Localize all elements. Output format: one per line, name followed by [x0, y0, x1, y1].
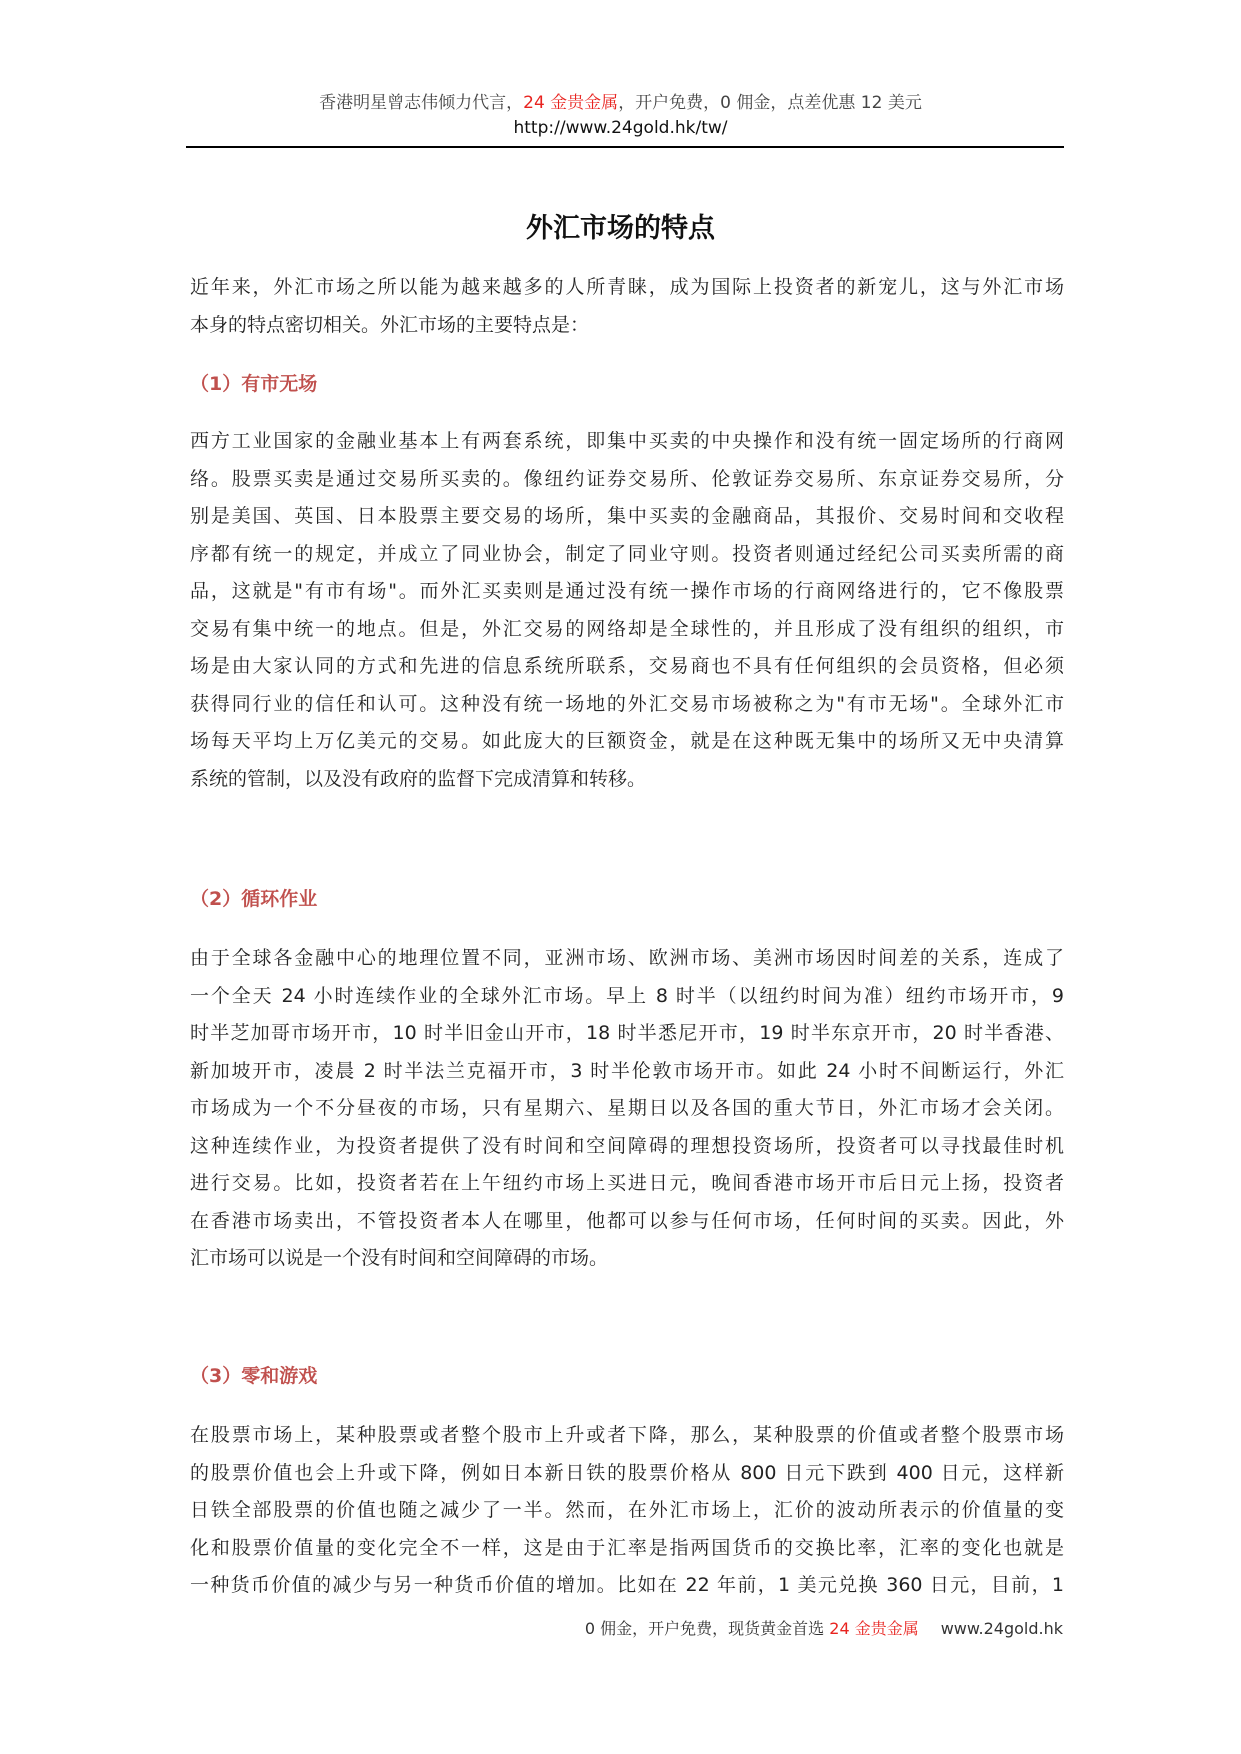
header-tagline [0, 88, 1241, 113]
footer-text: 0 佣金，开户免费，现货黄金首选 [584, 1619, 830, 1638]
text-line: 西方工业国家的金融业基本上有两套系统，即集中买卖的中央操作和没有统一固定场所的行商网 [190, 430, 1064, 452]
text-line: 别是美国、英国、日本股票主要交易的场所，集中买卖的金融商品，其报价、交易时间和交收程 [190, 505, 1064, 527]
text-line: 获得同行业的信任和认可。这种没有统一场地的外汇交易市场被称之为"有市无场"。全球外汇市 [190, 692, 1064, 715]
text-line: 交易有集中统一的地点。但是，外汇交易的网络却是全球性的，并且形成了没有组织的组织，市 [190, 617, 1064, 640]
footer-brand-link[interactable]: 24 金贵金属 [829, 1619, 919, 1638]
header-brand-link[interactable]: 24 金贵金属 [523, 93, 619, 113]
text-line: 一个全天 24 小时连续作业的全球外汇市场。早上 8 时半（以纽约时间为准）纽约市场开市，9 [190, 984, 1064, 1007]
text-line: 场每天平均上万亿美元的交易。如此庞大的巨额资金，就是在这种既无集中的场所又无中央清算 [190, 730, 1064, 752]
header-tagline-suffix: ，开户免费，0 佣金，点差优惠 12 美元 [618, 93, 922, 113]
text-line: 在股票市场上，某种股票或者整个股市上升或者下降，那么，某种股票的价值或者整个股票市场 [190, 1424, 1064, 1446]
text-line: 场是由大家认同的方式和先进的信息系统所联系，交易商也不具有任何组织的会员资格，但必须 [190, 655, 1064, 677]
text-line: 由于全球各金融中心的地理位置不同，亚洲市场、欧洲市场、美洲市场因时间差的关系，连成了 [190, 947, 1064, 969]
section-2-paragraph [190, 940, 1064, 1278]
section-heading-3: （3）零和游戏 [190, 1365, 318, 1387]
text-line: 系统的管制，以及没有政府的监督下完成清算和转移。 [190, 767, 647, 790]
footer-site-link[interactable]: www.24gold.hk [940, 1619, 1063, 1638]
text-line: 化和股票价值量的变化完全不一样，这是由于汇率是指两国货币的交换比率，汇率的变化也就是 [190, 1536, 1064, 1559]
page-title: 外汇市场的特点 [526, 213, 715, 244]
text-line: 日铁全部股票的价值也随之减少了一半。然而，在外汇市场上，汇价的波动所表示的价值量的变 [190, 1499, 1064, 1521]
section-3-paragraph [190, 1417, 1064, 1605]
text-line: 汇市场可以说是一个没有时间和空间障碍的市场。 [190, 1247, 609, 1269]
text-line: 络。股票买卖是通过交易所买卖的。像纽约证券交易所、伦敦证券交易所、东京证券交易所，分 [190, 467, 1064, 490]
text-line: 这种连续作业，为投资者提供了没有时间和空间障碍的理想投资场所，投资者可以寻找最佳时机 [190, 1134, 1064, 1157]
text-line: 一种货币价值的减少与另一种货币价值的增加。比如在 22 年前，1 美元兑换 360 日元，目前，1 [190, 1574, 1064, 1596]
section-1-paragraph [190, 423, 1064, 798]
text-line: 品，这就是"有市有场"。而外汇买卖则是通过没有统一操作市场的行商网络进行的，它不像股票 [190, 580, 1064, 602]
text-line: 市场成为一个不分昼夜的市场，只有星期六、星期日以及各国的重大节日，外汇市场才会关闭。 [190, 1097, 1064, 1119]
section-heading-2: （2）循环作业 [190, 888, 318, 910]
header-url[interactable]: http://www.24gold.hk/tw/ [513, 118, 728, 138]
text-line: 本身的特点密切相关。外汇市场的主要特点是： [190, 313, 590, 336]
text-line: 的股票价值也会上升或下降，例如日本新日铁的股票价格从 800 日元下跌到 400 日元，这样新 [190, 1461, 1064, 1484]
section-heading-1: （1）有市无场 [190, 373, 318, 395]
header-tagline-prefix: 香港明星曾志伟倾力代言， [319, 93, 524, 113]
text-line: 进行交易。比如，投资者若在上午纽约市场上买进日元，晚间香港市场开市后日元上扬，投资者 [190, 1172, 1064, 1194]
text-line: 在香港市场卖出，不管投资者本人在哪里，他都可以参与任何市场，任何时间的买卖。因此，外 [190, 1209, 1064, 1232]
text-line: 序都有统一的规定，并成立了同业协会，制定了同业守则。投资者则通过经纪公司买卖所需的商 [190, 542, 1064, 565]
intro-paragraph [190, 269, 1064, 344]
text-line: 时半芝加哥市场开市，10 时半旧金山开市，18 时半悉尼开市，19 时半东京开市，20 时半香港、 [190, 1022, 1064, 1044]
header-divider [186, 146, 1064, 148]
text-line: 新加坡开市，凌晨 2 时半法兰克福开市，3 时半伦敦市场开市。如此 24 小时不间断运行，外汇 [190, 1059, 1064, 1082]
page-footer [585, 1616, 1063, 1639]
text-line: 近年来，外汇市场之所以能为越来越多的人所青睐，成为国际上投资者的新宠儿，这与外汇市场 [190, 276, 1064, 298]
